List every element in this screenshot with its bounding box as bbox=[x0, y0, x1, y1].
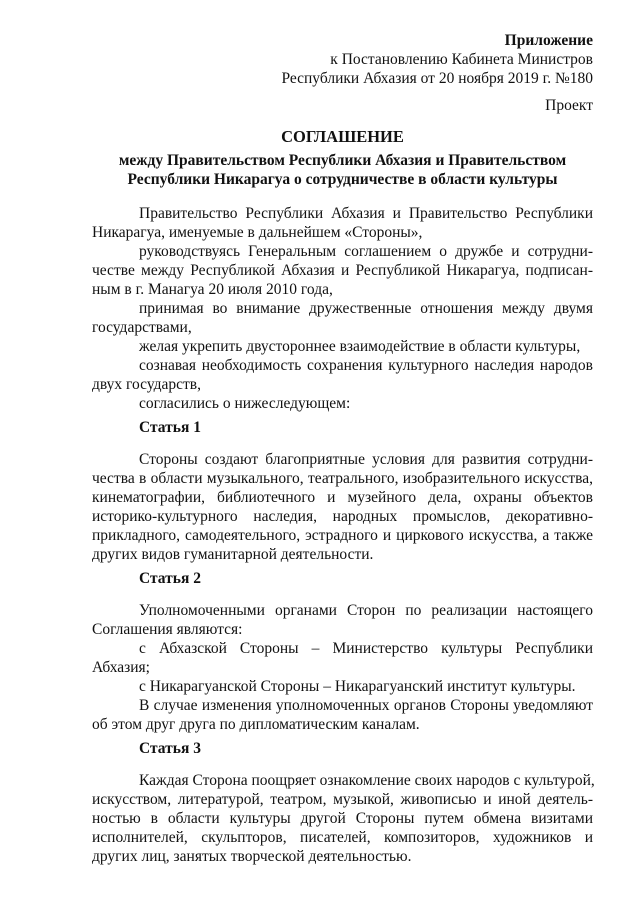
text-line: желая укрепить двустороннее взаимодействие в области культуры, bbox=[139, 338, 581, 355]
text-line: искусством, литературой, театром, музыкой, живописью и иной деятель- bbox=[92, 791, 593, 808]
draft-block bbox=[92, 96, 593, 115]
preamble bbox=[92, 204, 593, 413]
document-subtitle bbox=[92, 151, 593, 189]
text-line: других лиц, занятых творческой деятельностью. bbox=[92, 848, 412, 865]
decree-reference: к Постановлению Кабинета Министров bbox=[330, 51, 593, 68]
document-title: СОГЛАШЕНИЕ bbox=[281, 127, 404, 146]
article-heading: Статья 3 bbox=[139, 740, 201, 757]
subtitle-line: между Правительством Республики Абхазия и Правительством bbox=[118, 152, 567, 169]
title-block bbox=[92, 127, 593, 146]
text-line: прикладного, самодеятельного, эстрадного и циркового искусства, а также bbox=[92, 527, 593, 544]
text-line: двух государств, bbox=[92, 376, 201, 393]
text-line: Уполномоченными органами Сторон по реализации настоящего bbox=[139, 602, 593, 619]
text-line: ностью в области культуры другой Стороны путем обмена визитами bbox=[92, 810, 593, 827]
text-line: В случае изменения уполномоченных органов Стороны уведомляют bbox=[139, 697, 593, 714]
header-block bbox=[92, 31, 593, 88]
appendix-label: Приложение bbox=[504, 32, 593, 49]
article-heading: Статья 2 bbox=[139, 570, 201, 587]
article-3 bbox=[92, 739, 593, 866]
text-line: других видов гуманитарной деятельности. bbox=[92, 546, 374, 563]
text-line: чества в области музыкального, театрального, изобразительного искусства, bbox=[92, 470, 593, 487]
text-line: с Никарагуанской Стороны – Никарагуанский институт культуры. bbox=[139, 678, 576, 695]
text-line: принимая во внимание дружественные отношения между двумя bbox=[139, 300, 593, 317]
text-line: Стороны создают благоприятные условия для развития сотрудни- bbox=[139, 451, 593, 468]
text-line: руководствуясь Генеральным соглашением о дружбе и сотрудни- bbox=[139, 243, 593, 260]
text-line: историко-культурного наследия, народных промыслов, декоративно- bbox=[92, 508, 593, 525]
article-2 bbox=[92, 569, 593, 734]
text-line: Соглашения являются: bbox=[92, 621, 243, 638]
text-line: честве между Республикой Абхазия и Республикой Никарагуа, подписан- bbox=[92, 262, 593, 279]
text-line: Никарагуа, именуемые в дальнейшем «Стороны», bbox=[92, 224, 423, 241]
article-1 bbox=[92, 418, 593, 564]
text-line: согласились о нижеследующем: bbox=[139, 395, 351, 412]
text-line: Каждая Сторона поощряет ознакомление своих народов с культурой, bbox=[139, 772, 595, 789]
decree-date: Республики Абхазия от 20 ноября 2019 г. №180 bbox=[281, 70, 593, 87]
text-line: ным в г. Манагуа 20 июля 2010 года, bbox=[92, 281, 333, 298]
draft-label: Проект bbox=[545, 97, 593, 114]
text-line: сознавая необходимость сохранения культурного наследия народов bbox=[139, 357, 593, 374]
text-line: об этом друг друга по дипломатическим каналам. bbox=[92, 716, 420, 733]
text-line: с Абхазской Стороны – Министерство культуры Республики bbox=[139, 640, 593, 657]
text-line: Абхазия; bbox=[92, 659, 150, 676]
text-line: кинематографии, библиотечного и музейного дела, охраны объектов bbox=[92, 489, 593, 506]
text-line: Правительство Республики Абхазия и Правительство Республики bbox=[139, 205, 593, 222]
subtitle-line: Республики Никарагуа о сотрудничестве в области культуры bbox=[127, 171, 558, 188]
text-line: исполнителей, скульпторов, писателей, композиторов, художников и bbox=[92, 829, 593, 846]
text-line: государствами, bbox=[92, 319, 192, 336]
article-heading: Статья 1 bbox=[139, 419, 201, 436]
